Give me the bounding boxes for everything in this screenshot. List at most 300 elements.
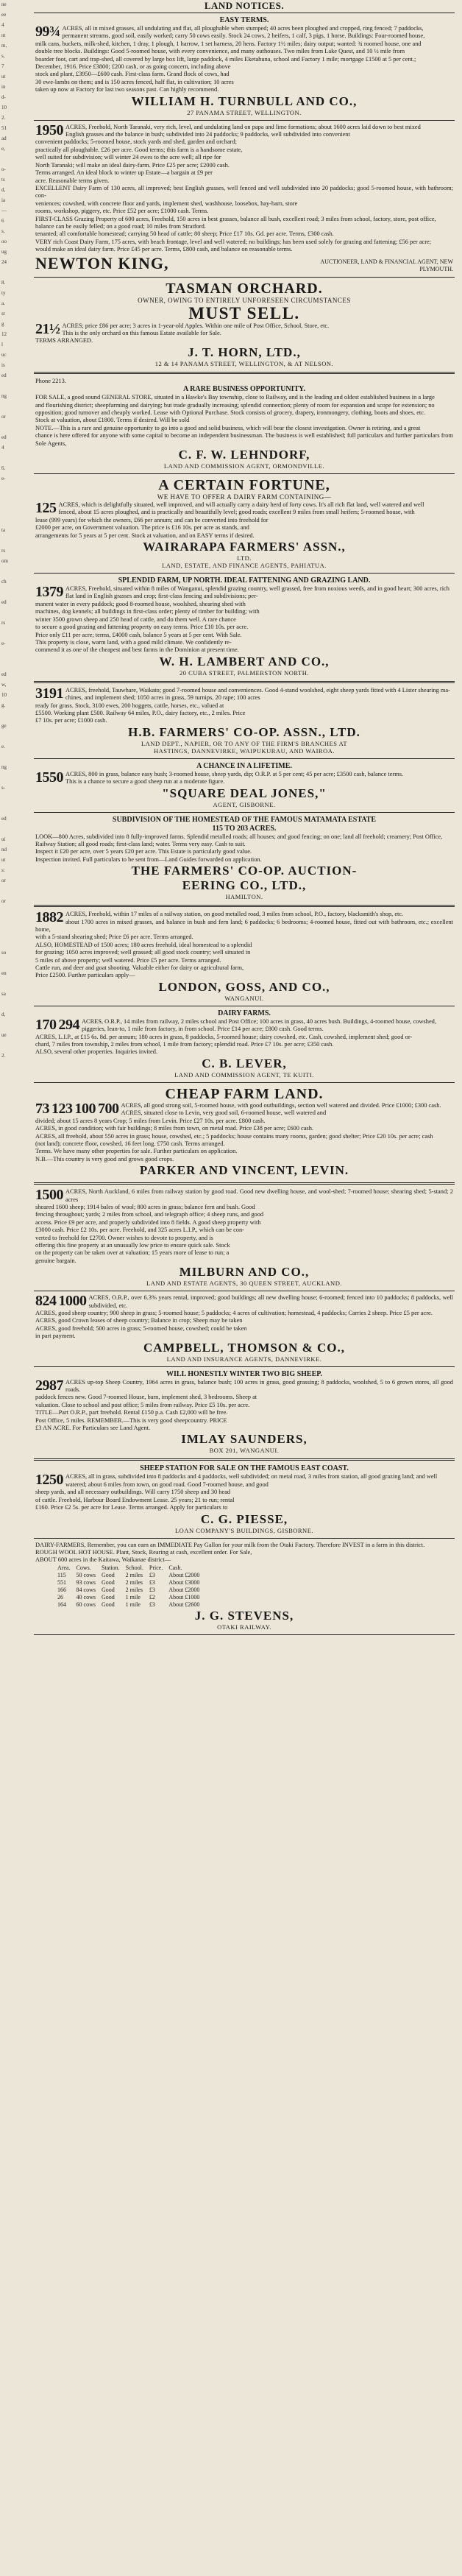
table-cell: Good (102, 1593, 115, 1601)
ad-imlay-saunders (34, 1369, 455, 1457)
margin-fragment: ed (1, 599, 7, 605)
margin-fragment: 8. (1, 280, 6, 286)
ad-text-line: This is the only orchard on this famous Estate available for Sale. (62, 329, 221, 336)
divider (34, 1182, 455, 1185)
ad-text-line: on the property can be taken over at valuation; 15 years more of lease to run; a (35, 1249, 230, 1257)
margin-fragment: oo (1, 239, 7, 244)
agent-name: CAMPBELL, THOMSON & CO., (143, 1340, 345, 1355)
margin-fragment (0, 732, 32, 742)
ad-text-line: chance is here offered for anyone with some capital to become an independent businessman. The business is well established; full particulars and further particulars from Sole Agents, (35, 432, 453, 447)
margin-fragment (0, 515, 32, 526)
ad-heading: A CERTAIN FORTUNE, (158, 477, 330, 494)
margin-fragment (0, 505, 32, 515)
margin-fragment (0, 155, 32, 165)
margin-fragment: ee (1, 12, 7, 18)
margin-fragment: 7 (1, 63, 4, 69)
ad-text-line: verted to freehold for £2700. Owner wishes to devote to property, and is (35, 1234, 213, 1241)
ad-milburn (34, 1187, 455, 1289)
divider (34, 758, 455, 759)
margin-fragment: w, (1, 682, 7, 688)
ad-text-line: would make an ideal dairy farm. Price £45 per acre. Terms, £800 cash, and balance on reasonable terms. (35, 246, 293, 253)
margin-fragment: 10 (1, 105, 7, 110)
ad-campbell-thomson (34, 1293, 455, 1364)
ad-body (35, 1188, 453, 1265)
margin-fragment (0, 804, 32, 814)
newton-king-row (35, 254, 453, 273)
ad-text-line: of cattle. Freehold, Harbour Board Endowment Lease. 25 years; 21 to run; rental (35, 1496, 235, 1503)
ad-text-line: boarder foot, cart and trap-shed, all covered by large box lift, large paddock, 4 miles Eketahuna, school and Factory 1 mile; mortgage £1500 at 5 per cent.; (35, 55, 416, 63)
ad-lever (34, 1008, 455, 1081)
ad-text-line: ACRES, Freehold, situated within 8 miles of Wanganui, splendid grazing country, well grassed, free from noxious weeds, and in good heart; 300 acres, rich (65, 585, 449, 593)
table-cell: 2 miles (125, 1586, 143, 1593)
ad-text-line: This property is close, warm land, with a good mild climate. We confidently re- (35, 638, 232, 646)
table-row (57, 1572, 205, 1579)
ad-subheading: OWNER, OWING TO ENTIRELY UNFORESEEN CIRCUMSTANCES (138, 296, 351, 304)
margin-fragment (0, 629, 32, 639)
margin-fragment: ne (1, 1, 7, 7)
divider (34, 1634, 455, 1635)
agent-address: OTAKI RAILWAY. (217, 1623, 271, 1631)
acreage-number: 73 (35, 1100, 49, 1117)
table-cell: 93 cows (76, 1578, 96, 1586)
agent-name: IMLAY SAUNDERS, (181, 1432, 308, 1447)
table-header: Cows. (76, 1564, 91, 1571)
table-cell: 1 mile (125, 1593, 141, 1601)
ad-text-line: ACRES, all in mixed grasses, all undulating and flat, all ploughable when stumped; 40 acres been ploughed and cropped, ring fenced; 7 paddocks, (62, 25, 424, 32)
ad-text-line: paddock fences new. Good 7-roomed House, barn, implement shed, 3 bedrooms. Sheep at (35, 1394, 257, 1401)
ad-text-line: DAIRY-FARMERS, Remember, you can earn an IMMEDIATE Pay Gallon for your milk from the Otaki Factory. Therefore INVEST in a farm in this district. (35, 1541, 425, 1548)
ad-body (35, 1542, 453, 1564)
table-row (57, 1601, 205, 1609)
ad-text-line: tenanted; all comfortable homestead; carrying 50 head of cattle; 80 sheep; Price £17 10s. Gd. per acre. Terms, £300 cash. (35, 230, 334, 238)
ad-body (35, 1018, 453, 1056)
agent-address: LAND, ESTATE, AND FINANCE AGENTS, PAHIATUA. (162, 562, 327, 570)
ad-text-line: stock and plant, £3950—£600 cash. First-class farm. Grand flock of cows, had (35, 71, 230, 78)
margin-fragment: 10 (1, 692, 7, 698)
ad-body (35, 501, 453, 540)
table-header: Area. (57, 1564, 71, 1571)
table-cell: 2 miles (125, 1578, 143, 1586)
table-cell: 50 cows (76, 1571, 96, 1578)
ad-text-line: to secure a good grazing and fattening property on easy terms. Price £10 10s. per acre. (35, 624, 249, 631)
margin-fragment (0, 773, 32, 783)
margin-fragment: ng (1, 393, 7, 399)
ad-text-line: Terms arranged. An ideal block to winter up Estate—a bargain at £9 per (35, 169, 213, 177)
ad-body (35, 585, 453, 654)
ad-text-line: TITLE—Part O.R.P., part freehold. Rental £150 p.a. Cash £2,000 will be free. (35, 1409, 228, 1416)
ad-text-line: Price £2500. Further particulars apply— (35, 972, 135, 979)
agent-name: C. B. LEVER, (202, 1056, 287, 1070)
ad-body (35, 322, 453, 345)
ad-text-line: watered; about 6 miles from town, on good road. Good 7-roomed house, and good (65, 1481, 269, 1488)
acreage-number: 2987 (35, 1377, 63, 1394)
table-cell: Good (102, 1578, 115, 1586)
margin-fragment: ty (1, 290, 6, 296)
ad-heading: SHEEP STATION FOR SALE ON THE FAMOUS EAST COAST. (140, 1464, 349, 1473)
margin-fragment: or (1, 898, 6, 904)
margin-fragment (0, 752, 32, 763)
ad-hb-farmers (34, 685, 455, 757)
divider (34, 1538, 455, 1539)
margin-fragment: en (1, 970, 7, 976)
ad-text-line: £160. Price £2 5s. per acre for Lease. Terms arranged. Apply for particulars to (35, 1504, 228, 1511)
agent-name: NEWTON KING, (35, 253, 169, 272)
agent-address: LAND AND COMMISSION AGENT, TE KUITI. (174, 1070, 314, 1079)
ad-text-line: £3 AN ACRE. For Particulars see Land Agent. (35, 1425, 151, 1432)
ad-text-line: machines, dog kennels; all buildings in first-class order; plenty of timber for building; with (35, 608, 260, 615)
ad-text-line: ACRES, all good strong soil, 5-roomed house, with good outbuildings, section well watered and divided. Price £1000; £300 cash. (121, 1101, 441, 1109)
farm-table (57, 1564, 205, 1609)
agent-name: LONDON, GOSS, AND CO., (158, 979, 330, 994)
table-cell: £2 (149, 1593, 155, 1601)
ad-text-line: 30 ewe-lambs on them; and is 150 acres fenced, half flat, in cultivation; 10 acres (35, 78, 234, 85)
ad-body (35, 394, 453, 448)
ad-lambert (34, 575, 455, 679)
margin-fragment (0, 660, 32, 670)
margin-fragment: g. (1, 702, 6, 708)
ad-text-line: ABOUT 600 acres in the Kaitawa, Waikanae district— (35, 1556, 171, 1564)
divider (34, 681, 455, 683)
ad-piesse (34, 1463, 455, 1536)
ad-turnbull (34, 15, 455, 119)
margin-fragment (0, 1000, 32, 1010)
agent-address: 12 & 14 PANAMA STREET, WELLINGTON, & AT NELSON. (154, 359, 334, 367)
acreage-number: 3191 (35, 685, 63, 702)
ad-lehndorf (34, 376, 455, 472)
margin-fragment (0, 711, 32, 721)
agent-name: PARKER AND VINCENT, LEVIN. (139, 1163, 349, 1178)
agent-name: MILBURN AND CO., (179, 1265, 310, 1280)
acreage-number: 99¾ (35, 24, 60, 40)
table-cell: About £3000 (168, 1578, 200, 1586)
ad-heading: EASY TERMS. (219, 16, 269, 24)
ad-text-line: access. Price £9 per acre, and properly subdivided into 8 fields. A good sheep property with (35, 1218, 261, 1226)
table-cell: 1 mile (125, 1601, 141, 1608)
table-cell: 551 (57, 1578, 66, 1586)
margin-fragment: st (1, 311, 5, 317)
ad-text-line: ACRES, O.R.P., 14 miles from railway, 2 miles school and Post Office; 100 acres in grass, 40 acres bush. Buildings, 4-roomed house, cowshed, (82, 1017, 436, 1025)
margin-fragment: 2. (1, 1053, 6, 1059)
margin-fragment: d- (1, 94, 6, 100)
margin-fragment: uc (1, 352, 7, 358)
ad-text-line: divided; about 15 acres 8 years Crop; 5 miles from Levin. Price £27 10s. per acre. £800 cash. (35, 1117, 266, 1124)
ad-newton-king (34, 122, 455, 275)
ad-text-line: ACRES; price £86 per acre; 3 acres in 1-year-old Apples. Within one mile of Post Office, School, Store, etc. (62, 322, 330, 329)
agent-address: LAND DEPT., NAPIER, OR TO ANY OF THE FIRM'S BRANCHES AT (141, 739, 348, 747)
ad-text-line: ACRES, good freehold; 500 acres in grass; 5-roomed house, cowshed; could be taken (35, 1324, 247, 1332)
margin-fragment: ed (1, 816, 7, 822)
margin-fragment: d, (1, 187, 6, 193)
agent-name-tail: LTD. (237, 554, 252, 562)
ad-text-line: ACRES, all in grass, subdivided into 8 paddocks and 4 paddocks, well subdivided; on metal road, 3 miles from station, all good grazing land; and well (65, 1473, 438, 1481)
ad-text-line: manent water in every paddock; good 8-roomed house, woolshed, shearing shed with (35, 600, 246, 607)
ad-text-line: ROUGH WOOL HOT HOUSE. Plant, Stock, Rearing at cash, excellent order. For Sale, (35, 1548, 252, 1556)
agent-address: LOAN COMPANY'S BUILDINGS, GISBORNE. (174, 1526, 314, 1534)
ad-text-line: genuine bargain. (35, 1257, 77, 1264)
margin-fragment: nt (1, 32, 6, 38)
margin-fragment: ia (1, 197, 6, 203)
ad-text-line: ACRES, situated close to Levin, very good soil, 6-roomed house, well watered and (121, 1109, 327, 1117)
margin-fragment: 4 (1, 445, 4, 451)
ad-text-line: ACRES, freehold, Tauwhare, Waikato; good 7-roomed house and conveniences. Good 4-stand woolshed, eight sheep yards fitted with 4 Lister shearing ma- (65, 686, 450, 694)
margin-fragment: o- (1, 166, 6, 172)
acreage-number: 1950 (35, 121, 63, 138)
margin-fragment: ui (1, 836, 6, 842)
section-title: LAND NOTICES. (204, 0, 285, 11)
ad-text-line: Railway Station; all good roads; first-class land; water. Terms very easy. Cash to suit. (35, 840, 246, 847)
agent-name: "SQUARE DEAL JONES," (162, 786, 327, 800)
ad-text-line: (not land); concrete floor, cowshed, 16 feet long. £750 cash. Terms arranged. (35, 1140, 225, 1147)
ad-text-line: December, 1916. Price £3800; £200 cash, or as going concern, including above (35, 63, 231, 71)
margin-fragment: ed (1, 373, 7, 378)
ad-farmers-coop-hamilton (34, 814, 455, 903)
table-header: School. (125, 1564, 143, 1571)
margin-fragment: e. (1, 744, 5, 749)
ad-text-line: ACRES, L.I.P., at £15 6s. 8d. per annum; 180 acres in grass, 8 paddocks, 5-roomed house; dairy cowshed, etc. Cash, cowshed, implement shed; good or- (35, 1033, 413, 1040)
acreage-number: 125 (35, 500, 57, 517)
ad-heading: CHEAP FARM LAND. (165, 1085, 324, 1102)
margin-fragment (0, 938, 32, 948)
divider (34, 372, 455, 374)
ads-column (34, 15, 455, 1635)
table-header: Station. (102, 1564, 120, 1571)
agent-name: WAIRARAPA FARMERS' ASSN., (143, 540, 346, 554)
ad-text-line: Terms. We have many other properties for sale. Further particulars on application. (35, 1148, 238, 1155)
agent-address: AGENT, GISBORNE. (213, 800, 276, 808)
acreage-number: 1250 (35, 1472, 63, 1489)
margin-fragment: rs (1, 548, 6, 554)
margin-fragment: 4 (1, 22, 4, 28)
ad-text-line: ACRES, Freehold, North Taranaki, very rich, level, and undulating land on papa and lime formations; about 1600 acres laid down to best mixed (65, 123, 421, 130)
margin-fragment: e- (1, 641, 6, 646)
ad-text-line: practically all ploughable. £26 per acre. Good terms; this farm is a handsome estate, (35, 146, 243, 153)
divider (34, 277, 455, 278)
agent-address: BOX 201, WANGANUI. (209, 1447, 280, 1455)
ad-body (35, 687, 453, 725)
ad-text-line: permanent streams, good soil, easily worked; carry 50 cows easily. Stock 24 cows, 2 heifers, 1 calf, 3 pigs, 1 horse. Buildings: Four-roomed house, (62, 32, 425, 40)
ad-text-line: convenient paddocks; 5-roomed house, stock yards and shed, garden and orchard; (35, 138, 237, 146)
ad-text-line: £2000 per acre, on Government valuation. The price is £16 10s. per acre as stands, and (35, 524, 249, 532)
ad-text-line: ACRES, which is delightfully situated, well improved, and will actually carry a dairy herd of forty cows. It's all rich flat land, well watered and well (58, 501, 424, 509)
table-cell: 2 miles (125, 1571, 143, 1578)
ad-text-line: commend it as one of the cheapest and best farms in the Dominion at present time. (35, 646, 239, 654)
margin-fragment: 2. (1, 115, 6, 121)
table-row (57, 1587, 205, 1594)
margin-fragment: in (1, 84, 6, 90)
ad-text-line: sheep yards, and all necessary outbuildings. Will carry 1750 sheep and 30 head (35, 1489, 231, 1496)
land-notices-page (34, 0, 455, 2576)
ad-text-line: lease (999 years) for which the owners, £66 per annum; and can be converted into freehold for (35, 516, 269, 523)
table-cell: £3 (149, 1571, 155, 1578)
margin-fragment: ut (1, 74, 6, 80)
agent-address: 27 PANAMA STREET, WELLINGTON. (187, 108, 302, 116)
margin-fragment: ut (1, 857, 6, 863)
ad-heading-2: MUST SELL. (188, 303, 300, 322)
ad-body (35, 833, 453, 864)
ad-text-line: for grazing; 1050 acres improved; well grassed; all good stock country; well situated in (35, 949, 251, 956)
ad-text-line: LOOK—800 Acres, subdivided into 8 fully-improved farms. Splendid metalled roads; all houses; and good fencing; on one; land all freehold; creamery; Post Office, (35, 833, 443, 840)
table-cell: 84 cows (76, 1586, 96, 1593)
ad-text-line: Price only £11 per acre; terms, £4000 cash, balance 5 years at 5 per cent. With Sale. (35, 631, 242, 638)
table-cell: £3 (149, 1586, 155, 1593)
ad-text-line: offering this fine property at an unusually low price to ensure quick sale. Stock (35, 1241, 230, 1249)
acreage-number: 100 (74, 1100, 96, 1117)
ad-text-line: ready for grass. Stock, 3100 ewes, 200 hoggets, cattle, horses, etc., valued at (35, 702, 224, 709)
margin-fragment: nd (1, 847, 7, 853)
margin-fragment (0, 886, 32, 897)
divider (34, 1458, 455, 1461)
table-cell: About £2000 (168, 1586, 200, 1593)
margin-fragment (0, 567, 32, 577)
margin-fragment (0, 649, 32, 660)
margin-fragment: g (1, 321, 4, 327)
divider (34, 905, 455, 907)
table-cell: £3 (149, 1578, 155, 1586)
ad-text-line: fenced, about 15 acres ploughed, and is practically and beautifully level; good roads; excellent 9 miles from small heifers; 5-roomed house, with (58, 509, 415, 516)
table-cell: 115 (57, 1571, 66, 1578)
divider (34, 473, 455, 474)
ad-text-line: £5500. Working plant £500. Railway 64 miles, P.O., dairy factory, etc., 2 miles. Price (35, 709, 246, 716)
divider (34, 1366, 455, 1367)
ad-text-line: Cattle run, and deer and goat shooting. Valuable either for dairy or agricultural farm, (35, 964, 244, 972)
table-cell: 166 (57, 1586, 66, 1593)
margin-fragment: ts (1, 177, 5, 183)
ad-text-line: ALSO, HOMESTEAD of 1500 acres; 180 acres freehold, ideal homestead to a splendid (35, 941, 252, 948)
agent-address-2: HASTINGS, DANNEVIRKE, WAIPUKURAU, AND WAIROA. (153, 747, 335, 755)
ad-text-line: Stock at valuation, about £1800. Terms if desired. Will be sold (35, 417, 190, 424)
ad-text-line: in part payment. (35, 1333, 76, 1340)
acreage-number: 21½ (35, 320, 60, 337)
ad-parker-vincent (34, 1084, 455, 1180)
agent-address: LAND AND INSURANCE AGENTS, DANNEVIRKE. (166, 1355, 322, 1363)
agent-address: LAND AND COMMISSION AGENT, ORMONDVILLE. (163, 462, 325, 470)
margin-fragment (0, 917, 32, 928)
agent-name: J. G. STEVENS, (194, 1608, 294, 1623)
margin-fragment (0, 454, 32, 464)
ad-text-line: acre. Reasonable terms given. (35, 177, 110, 184)
agent-name: W. H. LAMBERT AND CO., (159, 654, 330, 668)
table-row (57, 1594, 205, 1601)
margin-fragment: l (1, 342, 3, 347)
table-cell: About £1000 (168, 1593, 200, 1601)
table-cell: Good (102, 1601, 115, 1608)
table-cell: Good (102, 1586, 115, 1593)
table-header: Cash. (168, 1564, 182, 1571)
agent-address: 20 CUBA STREET, PALMERSTON NORTH. (180, 668, 309, 677)
ad-text-line: ACRES, good sheep country; 900 sheep in grass; 5-roomed house; 5 paddocks; 4 acres of cultivation; homestead, 4 paddocks; Carries 2 sheep. Price £5 per acre. (35, 1310, 433, 1316)
divider (34, 1082, 455, 1083)
margin-fragment: — (1, 208, 7, 214)
agent-address: WANGANUI. (224, 994, 264, 1002)
margin-fragment: ta (1, 527, 6, 533)
margin-fragment (0, 495, 32, 505)
ad-text-line: FIRST-CLASS Grazing Property of 600 acres, Freehold, 150 acres in best grasses, balance all bush, excellent road; 3 miles from school, factory, store, post office, (35, 215, 436, 222)
margin-fragment: s- (1, 785, 6, 791)
margin-fragment (0, 268, 32, 278)
acreage-number: 700 (98, 1100, 119, 1117)
acreage-number: 1000 (58, 1293, 87, 1310)
margin-fragment: s: (1, 867, 5, 873)
ad-text-line: fencing throughout; yards; 2 miles from school, and telegraph office; 4 sheep runs, and good (35, 1211, 264, 1218)
margin-fragment: 6. (1, 465, 6, 471)
ad-body (35, 1473, 453, 1511)
ad-text-line: winter 3500 grown sheep and 250 head of cattle, and do them well. A rare chance (35, 615, 236, 623)
ad-text-line: taken up now at Factory for last two seasons past. Can highly recommend. (35, 86, 219, 93)
margin-fragment: sa (1, 991, 6, 997)
ad-text-line: North Taranaki; will make an ideal dairy-farm. Price £25 per acre; £2000 cash. (35, 161, 230, 169)
ad-text-line: arrangements for 5 years at 5 per cent. Stock at valuation, and on EASY terms if desired. (35, 532, 255, 539)
ad-text-line: VERY rich Coast Dairy Farm, 175 acres, with beach frontage, level and well watered; no buildings; has been used solely for grazing and fattening; £56 per acre; (35, 238, 432, 245)
ad-text-line: rooms, workshop, piggery, etc. Price £52 per acre; £1000 cash. Terms. (35, 208, 209, 215)
margin-fragment: is (1, 362, 5, 368)
divider (34, 120, 455, 121)
ad-body (35, 25, 453, 94)
ad-text-line: ALSO, several other properties. Inquiries invited. (35, 1048, 158, 1056)
margin-fragment: ed (1, 434, 7, 440)
margin-fragment: m, (1, 43, 7, 49)
margin-fragment: a. (1, 300, 5, 306)
acreage-number: 170 (35, 1016, 57, 1033)
left-margin-fragments (0, 0, 32, 2576)
agent-name-2: EERING CO., LTD., (182, 878, 307, 893)
ad-tasman (34, 279, 455, 370)
ad-text-line: £3000 cash. Price £2 10s. per acre. Freehold, and 325 acres L.I.P., which can be con- (35, 1227, 244, 1234)
margin-fragment: e- (1, 476, 6, 481)
ad-text-line: veniences; cowshed, with concrete floor and yards, implement shed, washhouse, loosebox, hay-barn, store (35, 200, 298, 207)
ad-heading: TASMAN ORCHARD. (166, 280, 323, 297)
ad-body (35, 771, 453, 786)
ad-text-line: chard, 7 miles from township, 2 miles from school, 1 mile from factory; splendid road. Price £7 10s. per acre; £350 cash. (35, 1041, 334, 1048)
acreage-number: 1550 (35, 769, 63, 786)
ad-text-line: chines, and implement shed; 1050 acres in grass, 59 turnips, 20 rape; 100 acres (65, 694, 260, 702)
table-cell: 40 cows (76, 1593, 96, 1601)
ad-text-line: This is a chance to secure a good sheep run at a moderate figure. (65, 778, 225, 786)
ad-body (35, 1379, 453, 1433)
margin-fragment: ug (1, 249, 7, 255)
agent-name: WILLIAM H. TURNBULL AND CO., (131, 93, 358, 108)
ad-text-line: opposition; good turnover and cheaply worked. Lease with Optional Purchase. Stock consists of grocery, drapery, ironmongery, clothing, boots and shoes, etc. (35, 409, 426, 416)
margin-fragment: ed (1, 671, 7, 677)
ad-text-line: ACRES, in good condition; with fair buildings; 8 miles from town, on metal road. Price £38 per acre; £600 cash. (35, 1125, 313, 1132)
ad-stevens (34, 1540, 455, 1633)
ad-text-line: with a 5-stand shearing shed; Price £6 per acre. Terms arranged. (35, 934, 193, 941)
margin-fragment (0, 979, 32, 989)
agent-name: H.B. FARMERS' CO-OP. ASSN., LTD. (128, 724, 360, 739)
ad-text-line: balance can be easily felled; on a good road; 10 miles from Stratford. (35, 222, 206, 230)
ad-heading: SUBDIVISION OF THE HOMESTEAD OF THE FAMOUS MATAMATA ESTATE (112, 815, 377, 824)
phone-label: Phone 2213. (35, 377, 66, 384)
margin-fragment (0, 402, 32, 412)
ad-text-line: Inspection invited. Full particulars to be sent from—Land Guides forwarded on application. (35, 855, 262, 863)
table-cell: 164 (57, 1601, 66, 1608)
acreage-number: 1882 (35, 909, 63, 926)
acreage-number: 1500 (35, 1187, 63, 1204)
ad-body (35, 1294, 453, 1340)
ad-heading: DAIRY FARMS. (218, 1009, 271, 1017)
agent-address: AUCTIONEER, LAND & FINANCIAL AGENT, NEW PLYMOUTH. (320, 258, 453, 272)
ad-body (35, 1102, 453, 1163)
margin-fragment: om (1, 558, 8, 564)
ad-text-line: ACRES, all freehold, about 550 acres in grass; house, cowshed, etc.; 5 paddocks; house contains many rooms, garden; good shelter; Price £20 10s. per acre; cash (35, 1132, 433, 1140)
ad-heading: A RARE BUSINESS OPPORTUNITY. (183, 385, 305, 394)
ad-text-line: ACRES, O.R.P., over 6.3% years rental, improved; good buildings; all new dwelling house; 6-roomed; fenced into 10 paddocks; 8 paddocks, well subdivided, etc. (88, 1294, 453, 1309)
ad-text-line: Post Office, 5 miles. REMEMBER.—This is very good sheepcountry. PRICE (35, 1416, 227, 1424)
ad-text-line: ACRES, 800 in grass, balance easy bush; 3-roomed house, sheep yards, dip; O.R.P. at 5 per cent; 45 per acre; £3500 cash, balance terms. (65, 770, 404, 777)
margin-fragment: so (1, 950, 7, 956)
ad-heading: A CHANCE IN A LIFETIME. (196, 761, 292, 770)
margin-fragment: 51 (1, 125, 7, 131)
margin-fragment (0, 959, 32, 969)
